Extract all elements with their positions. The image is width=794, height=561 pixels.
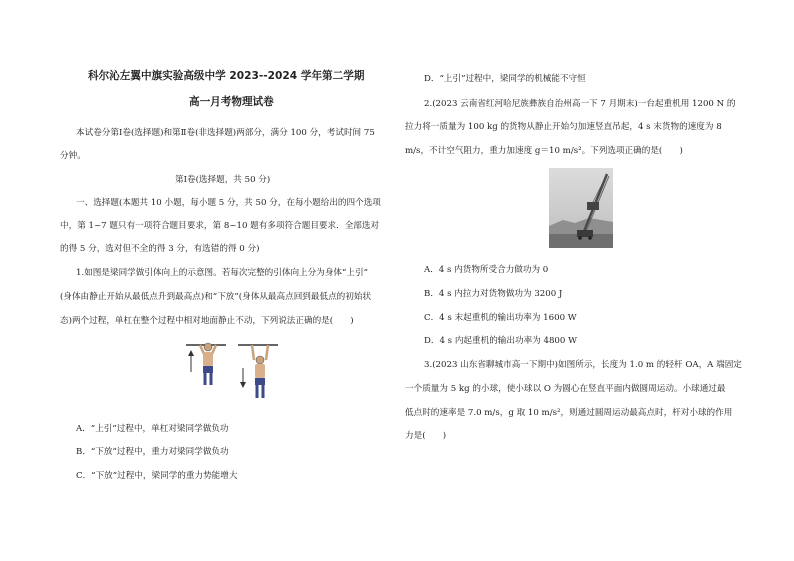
q1-stem-line1: 1.如图是梁同学做引体向上的示意图。若每次完整的引体向上分为身体“上引” bbox=[76, 268, 368, 278]
section-heading: 第Ⅰ卷(选择题，共 50 分) bbox=[175, 175, 271, 185]
crane-photo bbox=[549, 168, 613, 248]
instruction-line3: 的得 5 分，选对但不全的得 3 分，有选错的得 0 分) bbox=[60, 244, 260, 254]
q3-stem-line1: 3.(2023 山东省聊城市高一下期中)如图所示，长度为 1.0 m 的轻杆 OA，A 端固定 bbox=[424, 360, 742, 370]
q3-stem-line2: 一个质量为 5 kg 的小球，使小球以 O 为圆心在竖直平面内做圆周运动。小球通过最 bbox=[405, 384, 726, 394]
q1-option-d: D．“上引”过程中，梁同学的机械能不守恒 bbox=[424, 74, 586, 84]
q2-stem-line3: m/s，不计空气阻力，重力加速度 g＝10 m/s²。下列选项正确的是( ) bbox=[405, 146, 683, 156]
q2-option-a: A．4 s 内货物所受合力做功为 0 bbox=[424, 265, 549, 275]
exam-title-line1: 科尔沁左翼中旗实验高级中学 2023--2024 学年第二学期 bbox=[88, 70, 365, 82]
q2-stem-line1: 2.(2023 云南省红河哈尼族彝族自治州高一下 7 月期末)一台起重机用 1200 N 的 bbox=[424, 99, 736, 109]
q3-stem-line4: 力是( ) bbox=[405, 431, 447, 441]
intro-line1: 本试卷分第Ⅰ卷(选择题)和第Ⅱ卷(非选择题)两部分，满分 100 分，考试时间 75 bbox=[76, 128, 375, 138]
pullup-figure bbox=[186, 338, 286, 402]
instruction-line2: 中，第 1~7 题只有一项符合题目要求，第 8~10 题有多项符合题目要求．全部选对 bbox=[60, 221, 380, 231]
q1-stem-line2: (身体由静止开始从最低点升到最高点)和“下放”(身体从最高点回到最低点的初始状 bbox=[60, 292, 372, 302]
q2-option-d: D．4 s 内起重机的输出功率为 4800 W bbox=[424, 336, 577, 346]
q3-stem-line3: 低点时的速率是 7.0 m/s，g 取 10 m/s²，则通过圆周运动最高点时，杆对小球的作用 bbox=[405, 408, 733, 418]
q1-option-b: B．“下放”过程中，重力对梁同学做负功 bbox=[76, 447, 229, 457]
intro-line2: 分钟。 bbox=[60, 151, 86, 161]
instruction-line1: 一、选择题(本题共 10 小题，每小题 5 分，共 50 分，在每小题给出的四个选项 bbox=[76, 198, 381, 208]
exam-title-line2: 高一月考物理试卷 bbox=[189, 96, 274, 108]
q1-option-c: C．“下放”过程中，梁同学的重力势能增大 bbox=[76, 471, 238, 481]
q1-option-a: A．“上引”过程中，单杠对梁同学做负功 bbox=[76, 424, 229, 434]
q1-stem-line3: 态)两个过程，单杠在整个过程中相对地面静止不动，下列说法正确的是( ) bbox=[60, 316, 354, 326]
q2-option-b: B．4 s 内拉力对货物做功为 3200 J bbox=[424, 289, 563, 299]
q2-stem-line2: 拉力将一质量为 100 kg 的货物从静止开始匀加速竖直吊起，4 s 末货物的速度为 8 bbox=[405, 122, 722, 132]
q2-option-c: C．4 s 末起重机的输出功率为 1600 W bbox=[424, 313, 577, 323]
